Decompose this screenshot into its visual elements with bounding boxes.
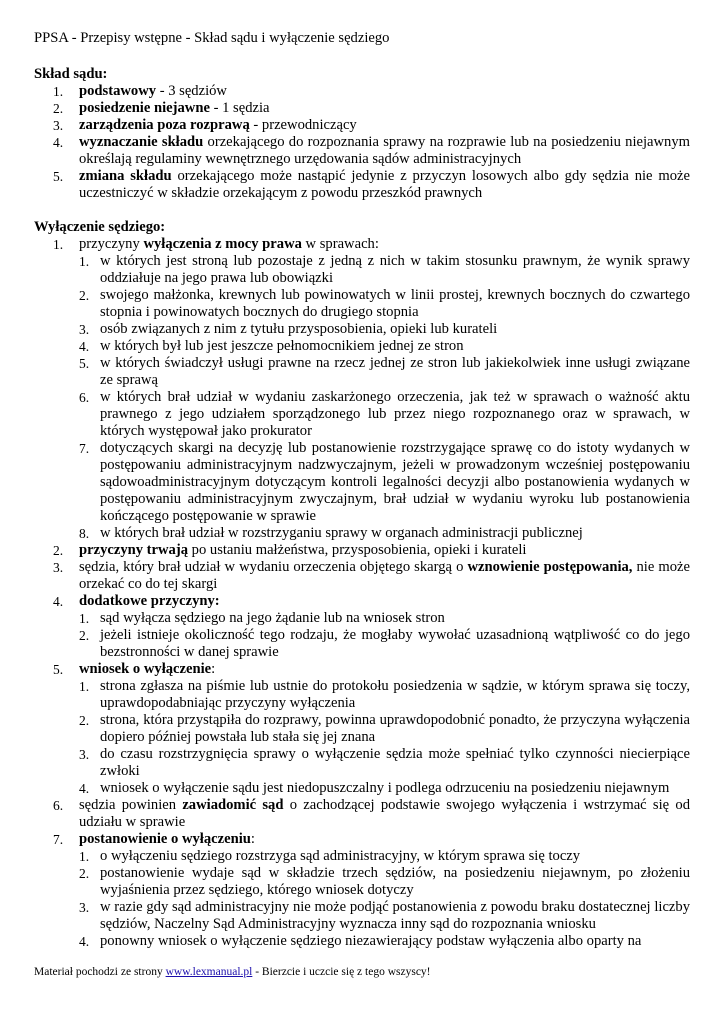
item-text: o zachodzącej podstawie swojego wyłączenia i wstrzymać się od udziału w sprawie <box>79 797 691 830</box>
sub-list-item <box>79 746 690 780</box>
list-item <box>34 83 690 100</box>
item-bold: zawiadomić sąd <box>182 797 284 813</box>
sub-list <box>79 253 690 542</box>
item-text: - przewodniczący <box>249 117 357 133</box>
item-text: sędzia powinien <box>79 797 183 813</box>
item-number: 6. <box>79 390 90 405</box>
item-number: 4. <box>79 781 90 796</box>
item-number: 8. <box>79 526 90 541</box>
item-bold: wyłączenia z mocy prawa <box>143 236 302 252</box>
list-item <box>34 797 690 831</box>
item-number: 4. <box>79 934 90 949</box>
sub-list-item <box>79 933 690 950</box>
sub-list-item <box>79 253 690 287</box>
list-item <box>34 236 690 542</box>
item-text: nie może orzekać co do tej skargi <box>79 559 691 592</box>
item-text: strona zgłasza na piśmie lub ustnie do protokołu posiedzenia w sądzie, w którym sprawa się toczy, uprawdopodabniając przyczyny wyłączenia <box>100 678 690 711</box>
item-bold: wyznaczanie składu <box>79 134 204 150</box>
item-text: orzekającego może nastąpić jedynie z przyczyn losowych albo gdy sędzia nie może uczestniczyć w składzie orzekającym z powodu przeszkód prawnych <box>79 168 690 201</box>
item-number: 2. <box>79 288 90 303</box>
item-number: 4. <box>79 339 90 354</box>
item-number: 3. <box>79 747 90 762</box>
item-bold: wznowienie postępowania, <box>467 559 633 575</box>
sub-list-item <box>79 712 690 746</box>
list-item <box>34 661 690 797</box>
wylaczenie-list <box>34 236 690 950</box>
item-number: 5. <box>79 356 90 371</box>
item-bold: dodatkowe przyczyny: <box>79 593 220 609</box>
item-text: orzekającego do rozpoznania sprawy na rozprawie lub na posiedzeniu niejawnym określają regulaminy wewnętrznego urzędowania sądów administracyjnych <box>79 134 691 167</box>
sub-list <box>79 610 690 661</box>
item-text: wniosek o wyłączenie sądu jest niedopuszczalny i podlega odrzuceniu na posiedzeniu niejawnym <box>100 780 670 796</box>
item-bold: zarządzenia poza rozprawą <box>79 117 250 133</box>
item-text: - 3 sędziów <box>156 83 227 99</box>
page-footer <box>34 966 690 979</box>
section-heading-sklad: Skład sądu: <box>34 66 108 82</box>
sub-list-item <box>79 899 690 933</box>
item-number: 7. <box>53 832 64 847</box>
sub-list-item <box>79 627 690 661</box>
item-number: 4. <box>53 594 64 609</box>
footer-text: Materiał pochodzi ze strony <box>34 966 166 978</box>
item-number: 3. <box>53 118 64 133</box>
footer-link[interactable]: www.lexmanual.pl <box>165 966 253 978</box>
item-text: po ustaniu małżeństwa, przysposobienia, opieki i kurateli <box>188 542 527 558</box>
item-text: postanowienie wydaje sąd w składzie trzech sędziów, na posiedzeniu niejawnym, po złożeniu wyjaśnienia przez sędziego, którego wniosek dotyczy <box>100 865 690 898</box>
sub-list-item <box>79 321 690 338</box>
sub-list <box>79 848 690 950</box>
list-item <box>34 559 690 593</box>
sub-list-item <box>79 287 690 321</box>
item-text: ponowny wniosek o wyłączenie sędziego niezawierający podstaw wyłączenia albo oparty na <box>100 933 642 949</box>
list-item <box>34 168 690 202</box>
item-text: sędzia, który brał udział w wydaniu orzeczenia objętego skargą o <box>79 559 468 575</box>
item-number: 2. <box>79 628 90 643</box>
spacer <box>34 202 690 219</box>
item-bold: postanowienie o wyłączeniu <box>79 831 251 847</box>
sub-list-item <box>79 610 690 627</box>
item-text: w których brał udział w rozstrzyganiu sprawy w organach administracji publicznej <box>100 525 583 541</box>
item-number: 1. <box>79 611 90 626</box>
item-number: 2. <box>79 866 90 881</box>
item-text: jeżeli istnieje okoliczność tego rodzaju, że mogłaby wywołać uzasadnioną wątpliwość co do jego bezstronności w danej sprawie <box>100 627 690 660</box>
item-bold: wniosek o wyłączenie <box>79 661 212 677</box>
item-text: o wyłączeniu sędziego rozstrzyga sąd administracyjny, w którym sprawa się toczy <box>100 848 581 864</box>
item-bold: posiedzenie niejawne <box>79 100 210 116</box>
item-number: 3. <box>79 900 90 915</box>
sub-list-item <box>79 389 690 440</box>
sub-list-item <box>79 865 690 899</box>
list-item <box>34 831 690 950</box>
item-number: 2. <box>53 101 64 116</box>
item-text: do czasu rozstrzygnięcia sprawy o wyłączenie sędzia może spełniać tylko czynności niecierpiące zwłoki <box>100 746 690 779</box>
sklad-list <box>34 83 690 202</box>
list-item <box>34 593 690 661</box>
item-text: dotyczących skargi na decyzję lub postanowienie rozstrzygające sprawę co do istoty wydanych w postępowaniu administracyjnym nadzwyczajnym, jeżeli w prowadzonym wcześniej postępowaniu sądowoadministracyjnym dotyczącym kontroli legalności decyzji albo postanowienia wydanych w postępowaniu administracyjnym zwyczajnym, brał udział w wydaniu wyroku lub postanowienia kończącego postępowanie w sprawie <box>100 440 690 524</box>
item-text: osób związanych z nim z tytułu przysposobienia, opieki lub kurateli <box>100 321 498 337</box>
item-text: w których jest stroną lub pozostaje z jedną z nich w takim stosunku prawnym, że wynik sprawy oddziałuje na jego prawa lub obowiązki <box>100 253 690 286</box>
item-number: 1. <box>53 237 64 252</box>
sub-list-item <box>79 525 690 542</box>
document-title: PPSA - Przepisy wstępne - Skład sądu i wyłączenie sędziego <box>34 30 390 46</box>
list-item <box>34 100 690 117</box>
item-number: 6. <box>53 798 64 813</box>
sub-list-item <box>79 678 690 712</box>
section-heading-wylaczenie: Wyłączenie sędziego: <box>34 219 166 235</box>
list-item <box>34 117 690 134</box>
item-number: 1. <box>79 254 90 269</box>
item-number: 5. <box>53 662 64 677</box>
item-text: strona, która przystąpiła do rozprawy, powinna uprawdopodobnić ponadto, że przyczyna wyłączenia dopiero później powstała lub stała się jej znana <box>100 712 690 745</box>
item-bold: podstawowy <box>79 83 157 99</box>
item-bold: zmiana składu <box>79 168 172 184</box>
sub-list-item <box>79 848 690 865</box>
item-number: 2. <box>79 713 90 728</box>
item-text: : <box>250 831 255 847</box>
document-page <box>34 30 690 950</box>
item-number: 3. <box>79 322 90 337</box>
list-item <box>34 542 690 559</box>
footer-text: - Bierzcie i uczcie się z tego wszyscy! <box>252 966 431 978</box>
item-number: 1. <box>79 849 90 864</box>
item-number: 5. <box>53 169 64 184</box>
item-text: sąd wyłącza sędziego na jego żądanie lub na wniosek stron <box>100 610 445 626</box>
item-number: 3. <box>53 560 64 575</box>
item-number: 1. <box>79 679 90 694</box>
sub-list <box>79 678 690 797</box>
item-number: 1. <box>53 84 64 99</box>
item-number: 2. <box>53 543 64 558</box>
sub-list-item <box>79 355 690 389</box>
item-text: w razie gdy sąd administracyjny nie może podjąć postanowienia z powodu braku dostatecznej liczby sędziów, Naczelny Sąd Administracyjny wyznacza inny sąd do rozpoznania wniosku <box>100 899 690 932</box>
sub-list-item <box>79 440 690 525</box>
item-text: swojego małżonka, krewnych lub powinowatych w linii prostej, krewnych bocznych do czwartego stopnia i powinowatych bocznych do drugiego stopnia <box>100 287 690 320</box>
sub-list-item <box>79 338 690 355</box>
item-bold: przyczyny trwają <box>79 542 189 558</box>
item-number: 7. <box>79 441 90 456</box>
item-number: 4. <box>53 135 64 150</box>
item-text: przyczyny <box>79 236 144 252</box>
item-text: w sprawach: <box>301 236 379 252</box>
item-text: w których był lub jest jeszcze pełnomocnikiem jednej ze stron <box>100 338 464 354</box>
sub-list-item <box>79 780 690 797</box>
item-text: w których świadczył usługi prawne na rzecz jednej ze stron lub jakiekolwiek inne usługi związane ze sprawą <box>100 355 690 388</box>
item-text: : <box>211 661 216 677</box>
list-item <box>34 134 690 168</box>
item-text: - 1 sędzia <box>209 100 270 116</box>
item-text: w których brał udział w wydaniu zaskarżonego orzeczenia, jak też w sprawach o ważność aktu prawnego z jego udziałem sporządzonego lub przez niego rozpoznanego oraz w sprawach, w których występował jako prokurator <box>100 389 690 439</box>
